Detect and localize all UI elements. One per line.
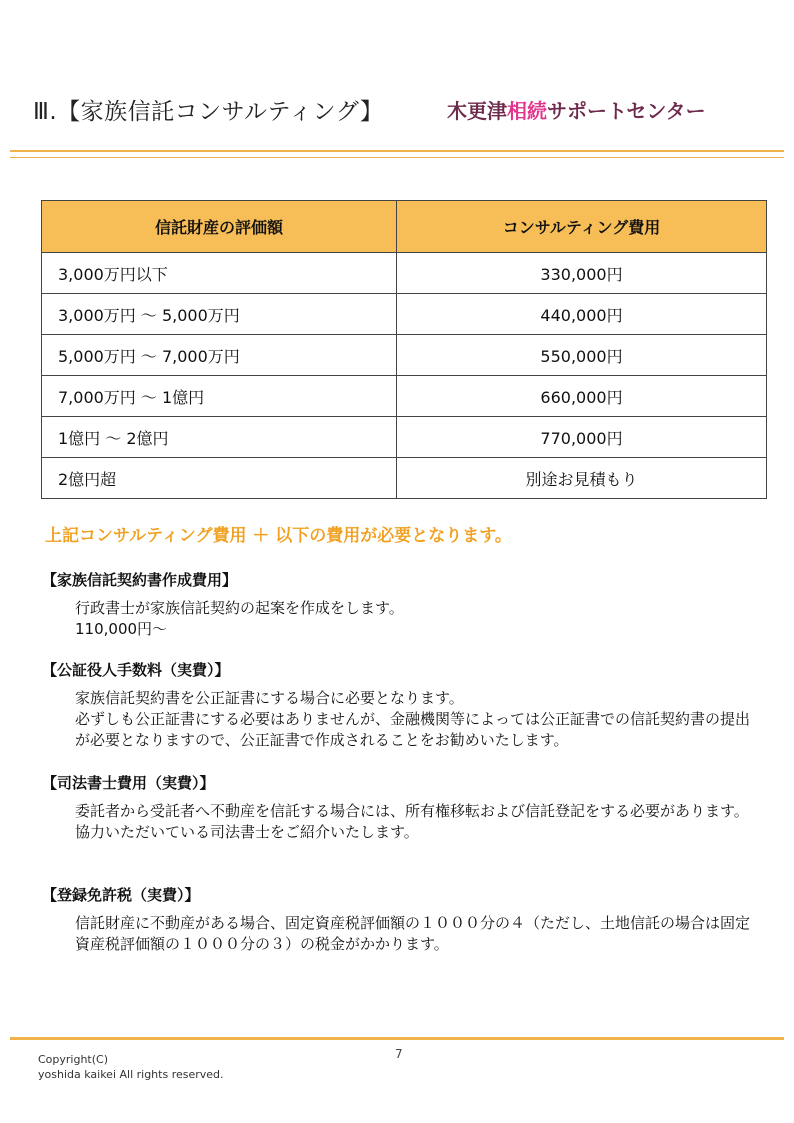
brand-part-3: サポートセンター: [547, 99, 706, 123]
copyright-line: yoshida kaikei All rights reserved.: [38, 1068, 224, 1081]
section-heading: 【司法書士費用（実費）】: [42, 774, 215, 792]
page-number: 7: [395, 1047, 403, 1061]
brand-part-2: 相続: [507, 99, 547, 123]
section-trust-contract-fee: [42, 569, 762, 640]
fee-cell: 別途お見積もり: [397, 458, 767, 499]
section-body: [75, 913, 762, 955]
section-line: 委託者から受託者へ不動産を信託する場合には、所有権移転および信託登記をする必要があります。: [75, 802, 749, 820]
section-heading: 【家族信託契約書作成費用】: [42, 571, 238, 589]
section-judicial-scrivener-fee: [42, 772, 762, 843]
valuation-cell: 7,000万円 ～ 1億円: [42, 376, 397, 417]
table-row: [42, 417, 767, 458]
page-title: Ⅲ.【家族信託コンサルティング】: [33, 99, 384, 125]
fee-cell: 550,000円: [397, 335, 767, 376]
section-line: 信託財産に不動産がある場合、固定資産税評価額の１０００分の４（ただし、土地信託の場合は固定資産税評価額の１０００分の３）の税金がかかります。: [75, 914, 751, 953]
copyright-line: Copyright(C): [38, 1053, 109, 1066]
section-line: 必ずしも公正証書にする必要はありませんが、金融機関等によっては公正証書での信託契約書の提出が必要となりますので、公正証書で作成されることをお勧めいたします。: [75, 710, 751, 749]
table-row: [42, 376, 767, 417]
section-body: [75, 688, 762, 751]
section-line: 110,000円～: [75, 620, 168, 638]
brand-logo-text: [447, 95, 706, 124]
fee-cell: 330,000円: [397, 253, 767, 294]
table-header-row: [42, 201, 767, 253]
valuation-cell: 2億円超: [42, 458, 397, 499]
section-notary-fee: [42, 659, 762, 751]
section-heading: 【登録免許税（実費）】: [42, 886, 200, 904]
footer-divider: [10, 1037, 784, 1040]
section-body: [75, 801, 762, 843]
section-body: [75, 598, 762, 640]
table-row: [42, 335, 767, 376]
section-heading: 【公証役人手数料（実費）】: [42, 661, 230, 679]
page-header: [33, 93, 763, 133]
fee-cell: 440,000円: [397, 294, 767, 335]
section-line: 協力いただいている司法書士をご紹介いたします。: [75, 823, 419, 841]
column-header-valuation: 信託財産の評価額: [42, 201, 397, 253]
valuation-cell: 1億円 ～ 2億円: [42, 417, 397, 458]
section-line: 家族信託契約書を公正証書にする場合に必要となります。: [75, 689, 464, 707]
fee-cell: 770,000円: [397, 417, 767, 458]
table-row: [42, 294, 767, 335]
brand-part-1: 木更津: [447, 99, 507, 123]
fee-table: [41, 200, 767, 499]
header-divider-thick: [10, 150, 784, 152]
valuation-cell: 3,000万円以下: [42, 253, 397, 294]
section-registration-tax: [42, 884, 762, 955]
section-line: 行政書士が家族信託契約の起案を作成をします。: [75, 599, 404, 617]
additional-fees-notice: 上記コンサルティング費用 ＋ 以下の費用が必要となります。: [45, 526, 512, 546]
copyright-notice: [38, 1052, 224, 1082]
table-row: [42, 458, 767, 499]
header-divider-thin: [10, 157, 784, 158]
table-row: [42, 253, 767, 294]
fee-cell: 660,000円: [397, 376, 767, 417]
valuation-cell: 3,000万円 ～ 5,000万円: [42, 294, 397, 335]
column-header-fee: コンサルティング費用: [397, 201, 767, 253]
valuation-cell: 5,000万円 ～ 7,000万円: [42, 335, 397, 376]
